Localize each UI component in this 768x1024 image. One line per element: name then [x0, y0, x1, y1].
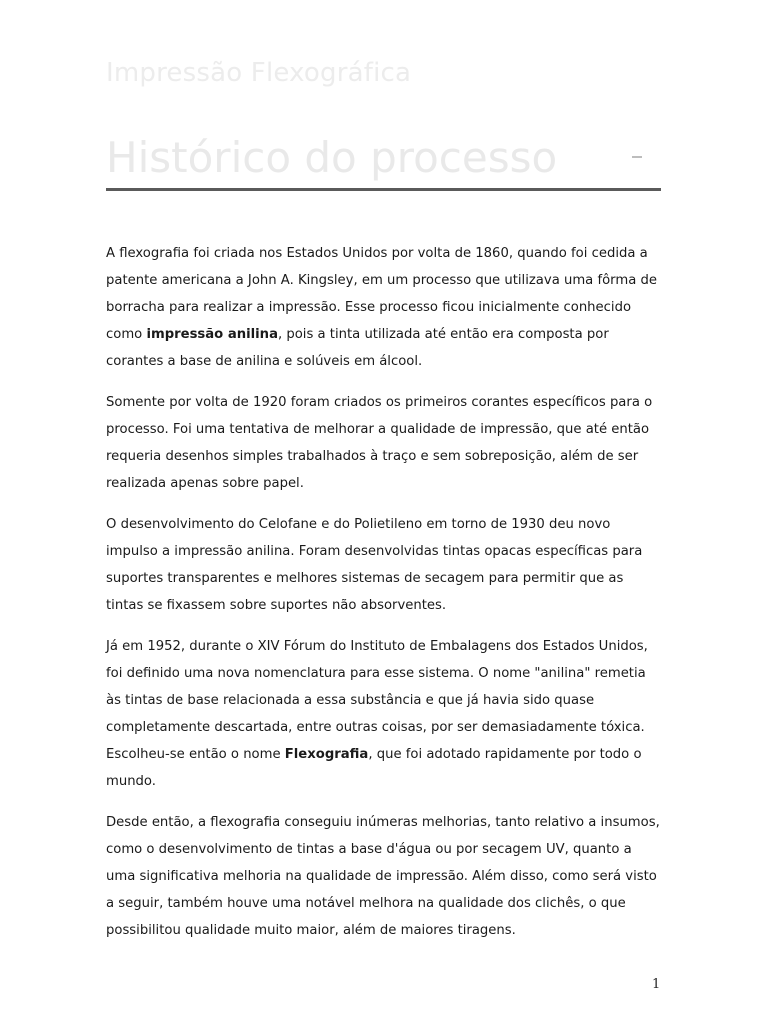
paragraph-4: [106, 633, 662, 795]
term-impressao-anilina: impressão anilina: [146, 327, 278, 342]
document-title: Histórico do processo: [106, 133, 558, 182]
paragraph-4-text-end: , que foi adotado rapidamente por todo o mundo.: [106, 747, 642, 789]
document-subtitle: Impressão Flexográfica: [106, 58, 412, 88]
paragraph-3: O desenvolvimento do Celofane e do Polietileno em torno de 1930 deu novo impulso a impressão anilina. Foram desenvolvidas tintas opacas específicas para suportes transparentes e melhores sistemas de secagem para permitir que as tintas se fixassem sobre suportes não absorventes.: [106, 517, 643, 613]
paragraph-1: [106, 240, 662, 375]
title-mark: [632, 156, 642, 158]
term-flexografia: Flexografia: [284, 747, 369, 762]
paragraph-1-text-end: , pois a tinta utilizada até então era composta por corantes a base de anilina e solúveis em álcool.: [106, 327, 609, 369]
body-text: [106, 240, 662, 958]
title-rule: [106, 188, 661, 191]
paragraph-1-text-start: A flexografia foi criada nos Estados Unidos por volta de 1860, quando foi cedida a patente americana a John A. Kingsley, em um processo que utilizava uma fôrma de borracha para realizar a impressão. Esse processo ficou inicialmente conhecido como: [106, 246, 657, 342]
page-number: 1: [652, 977, 661, 992]
paragraph-2: Somente por volta de 1920 foram criados os primeiros corantes específicos para o processo. Foi uma tentativa de melhorar a qualidade de impressão, que até então requeria desenhos simples trabalhados à traço e sem sobreposição, além de ser realizada apenas sobre papel.: [106, 395, 653, 491]
paragraph-5: Desde então, a flexografia conseguiu inúmeras melhorias, tanto relativo a insumos, como o desenvolvimento de tintas a base d'água ou por secagem UV, quanto a uma significativa melhoria na qualidade de impressão. Além disso, como será visto a seguir, também houve uma notável melhora na qualidade dos clichês, o que possibilitou qualidade muito maior, além de maiores tiragens.: [106, 815, 660, 938]
paragraph-4-text-start: Já em 1952, durante o XIV Fórum do Instituto de Embalagens dos Estados Unidos, foi definido uma nova nomenclatura para esse sistema. O nome "anilina" remetia às tintas de base relacionada a essa substância e que já havia sido quase completamente descartada, entre outras coisas, por ser demasiadamente tóxica. Escolheu-se então o nome: [106, 639, 648, 762]
